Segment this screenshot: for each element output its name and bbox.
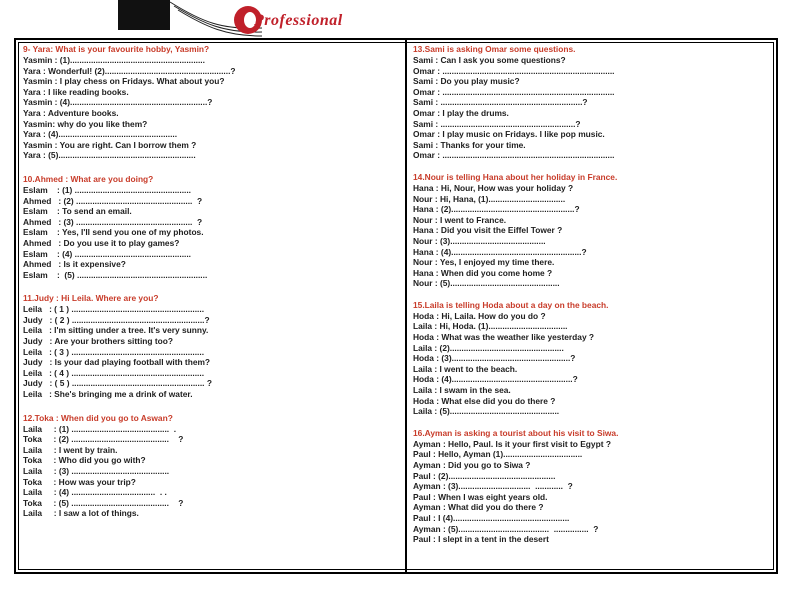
dialogue-line: Ahmed : (2) .................................................. ? xyxy=(23,195,203,206)
dialogue-line: Nour : Hi, Hana, (1)................................. xyxy=(413,193,566,204)
dialogue-line: Judy : Are your brothers sitting too? xyxy=(23,336,173,347)
dialogue-title: 15.Laila is telling Hoda about a day on the beach. xyxy=(413,299,609,310)
dialogue-line: Ayman : Hello, Paul. Is it your first visit to Egypt ? xyxy=(413,438,611,449)
dialogue-line: Omar : I play the drums. xyxy=(413,107,509,118)
dialogue-line: Ayman : Did you go to Siwa ? xyxy=(413,460,531,470)
dialogue-line: Leila : ( 1 ) ......................................................... xyxy=(23,304,205,315)
logo-text: Professional xyxy=(254,12,343,29)
dialogue-line: Paul : I (4).................................................. xyxy=(413,512,570,523)
dialogue-line: Laila : (3) .......................................... xyxy=(23,466,170,476)
dialogue-line: Ayman : (3)............................... ............ ? xyxy=(413,481,573,492)
dialogue-line: Judy : Is your dad playing football with them? xyxy=(23,357,211,368)
dialogue-line: Laila : I swam in the sea. xyxy=(413,385,511,396)
dialogue-title: 11.Judy : Hi Leila. Where are you? xyxy=(23,293,159,304)
dialogue-line: Hana : (2).....................................................? xyxy=(413,204,580,215)
dialogue-title: 9- Yara: What is your favourite hobby, Yasmin? xyxy=(23,44,210,54)
dialogue-line: Hoda : What was the weather like yesterday ? xyxy=(413,332,595,343)
column-divider xyxy=(405,40,407,572)
dialogue-line: Judy : ( 5 ) ......................................................... ? xyxy=(23,378,212,389)
dialogue-9 xyxy=(23,44,395,161)
dialogue-title: 12.Toka : When did you go to Aswan? xyxy=(23,412,173,423)
dialogue-14 xyxy=(413,172,785,289)
dialogue-line: Ayman : What did you do there ? xyxy=(413,502,544,513)
dialogue-13 xyxy=(413,44,785,161)
dialogue-line: Sami : ..........................................................? xyxy=(413,118,581,129)
dialogue-line: Eslam : (5) ........................................................ xyxy=(23,269,208,280)
dialogue-line: Nour : I went to France. xyxy=(413,214,507,225)
dialogue-line: Laila : I went by train. xyxy=(23,444,118,455)
dialogue-line: Omar : .......................................................................... xyxy=(413,86,615,97)
dialogue-line: Paul : I slept in a tent in the desert xyxy=(413,534,549,545)
dialogue-line: Laila : (4) .................................... . . xyxy=(23,487,167,498)
dialogue-15 xyxy=(413,300,785,417)
dialogue-line: Omar : .......................................................................... xyxy=(413,150,615,161)
dialogue-line: Toka : (2) .......................................... ? xyxy=(23,434,184,445)
dialogue-line: Toka : How was your trip? xyxy=(23,476,136,487)
dialogue-line: Yasmin : (4)...........................................................? xyxy=(23,97,213,108)
dialogue-line: Leila : She's bringing me a drink of water. xyxy=(23,389,193,400)
dialogue-line: Toka : Who did you go with? xyxy=(23,455,146,466)
dialogue-line: Laila : I saw a lot of things. xyxy=(23,508,139,519)
dialogue-line: Laila : (5)............................................... xyxy=(413,406,560,417)
dialogue-line: Omar : .......................................................................... xyxy=(413,65,615,76)
dialogue-line: Ahmed : Do you use it to play games? xyxy=(23,237,180,248)
dialogue-line: Hana : (4)........................................................? xyxy=(413,246,587,257)
dialogue-line: Yasmin : I play chess on Fridays. What about you? xyxy=(23,76,225,87)
dialogue-line: Laila : (2)................................................. xyxy=(413,342,564,353)
dialogue-line: Leila : I'm sitting under a tree. It's very sunny. xyxy=(23,325,209,336)
dialogue-line: Ayman : (5)....................................... ............... ? xyxy=(413,523,599,534)
dialogue-line: Yasmin : (1).......................................................... xyxy=(23,55,205,65)
dialogue-line: Eslam : (1) .................................................. xyxy=(23,184,192,195)
dialogue-16 xyxy=(413,428,785,545)
dialogue-line: Hoda : (4)....................................................? xyxy=(413,374,578,385)
dialogue-12 xyxy=(23,413,395,519)
dialogue-line: Sami : Do you play music? xyxy=(413,76,520,87)
dialogue-line: Yara : I like reading books. xyxy=(23,86,129,97)
dialogue-line: Judy : ( 2 ) .........................................................? xyxy=(23,314,210,325)
dialogue-line: Paul : Hello, Ayman (1).................................. xyxy=(413,449,583,460)
dialogue-title: 14.Nour is telling Hana about her holiday in France. xyxy=(413,171,618,182)
dialogue-line: Ahmed : (3) .................................................. ? xyxy=(23,216,203,227)
dialogue-line: Omar : I play music on Fridays. I like pop music. xyxy=(413,129,605,140)
dialogue-line: Eslam : Yes, I'll send you one of my photos. xyxy=(23,227,204,238)
dialogue-line: Leila : ( 4 ) ......................................................... xyxy=(23,367,205,378)
dialogue-line: Hana : Did you visit the Eiffel Tower ? xyxy=(413,225,563,236)
dialogue-line: Yasmin: why do you like them? xyxy=(23,118,148,129)
dialogue-line: Ahmed : Is it expensive? xyxy=(23,259,126,270)
dialogue-line: Paul : When I was eight years old. xyxy=(413,491,548,502)
dialogue-line: Yasmin : You are right. Can I borrow them ? xyxy=(23,139,197,150)
dialogue-line: Hoda : What else did you do there ? xyxy=(413,395,556,406)
dialogue-line: Hana : Hi, Nour, How was your holiday ? xyxy=(413,182,574,193)
dialogue-line: Nour : Yes, I enjoyed my time there. xyxy=(413,257,555,268)
dialogue-line: Yara : Wonderful! (2)......................................................? xyxy=(23,65,236,76)
dialogue-line: Laila : (1) .......................................... . xyxy=(23,423,177,434)
dialogue-line: Eslam : To send an email. xyxy=(23,206,132,217)
dialogue-line: Sami : Thanks for your time. xyxy=(413,139,526,150)
dialogue-line: Eslam : (4) .................................................. xyxy=(23,248,192,259)
dialogue-line: Leila : ( 3 ) ......................................................... xyxy=(23,346,205,357)
dialogue-line: Sami : .............................................................? xyxy=(413,97,588,108)
dialogue-11 xyxy=(23,293,395,399)
dialogue-line: Nour : (5)............................................... xyxy=(413,278,560,289)
dialogue-line: Yara : (4)................................................... xyxy=(23,129,178,140)
left-column xyxy=(23,44,395,532)
dialogue-line: Yara : Adventure books. xyxy=(23,107,119,118)
dialogue-line: Hana : When did you come home ? xyxy=(413,267,553,278)
dialogue-line: Yara : (5)........................................................... xyxy=(23,150,196,161)
dialogue-line: Hoda : (3)...................................................? xyxy=(413,353,576,364)
dialogue-10 xyxy=(23,174,395,280)
dialogue-line: Paul : (2).............................................. xyxy=(413,470,556,481)
dialogue-line: Toka : (5) .......................................... ? xyxy=(23,497,184,508)
dialogue-line: Nour : (3)......................................... xyxy=(413,235,546,246)
dialogue-line: Laila : I went to the beach. xyxy=(413,363,518,374)
dialogue-line: Hoda : Hi, Laila. How do you do ? xyxy=(413,310,546,321)
dialogue-title: 10.Ahmed : What are you doing? xyxy=(23,173,154,184)
dialogue-title: 13.Sami is asking Omar some questions. xyxy=(413,44,576,54)
dialogue-title: 16.Ayman is asking a tourist about his visit to Siwa. xyxy=(413,427,619,438)
dialogue-line: Sami : Can I ask you some questions? xyxy=(413,55,566,65)
right-column xyxy=(413,44,785,556)
dialogue-line: Laila : Hi, Hoda. (1).................................. xyxy=(413,321,568,332)
